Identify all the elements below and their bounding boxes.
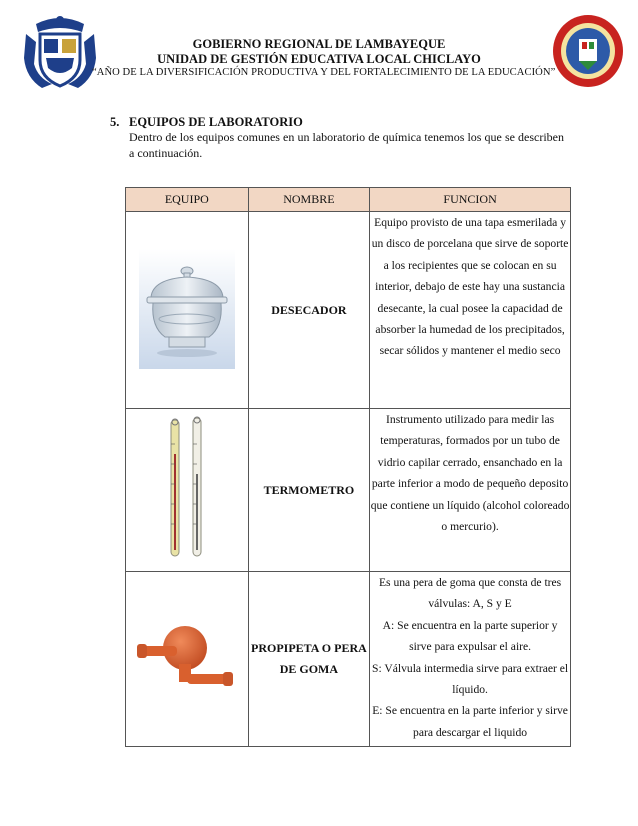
header-funcion: FUNCION (370, 188, 571, 212)
equipment-function (370, 572, 571, 747)
equipment-function: Equipo provisto de una tapa esmerilada y un disco de porcelana que sirve de soporte a los recipientes que se colocan en su interior, debajo de este hay una sustancia desecante, la cual posee la capacidad de absorber la humedad de los precipitados, secar sólidos y mantener el medio seco (370, 212, 571, 409)
function-line: A: Se encuentra en la parte superior y sirve para expulsar el aire. (382, 618, 558, 654)
section-intro: Dentro de los equipos comunes en un laboratorio de química tenemos los que se describen a continuación. (129, 130, 564, 160)
header-ugel-title: UNIDAD DE GESTIÓN EDUCATIVA LOCAL CHICLAYO (157, 52, 481, 66)
header-year-motto: “AÑO DE LA DIVERSIFICACIÓN PRODUCTIVA Y DEL FORTALECIMIENTO DE LA EDUCACIÓN” (92, 67, 556, 78)
equipment-table (125, 187, 571, 747)
section-heading (110, 115, 303, 130)
equipment-image-cell (126, 212, 249, 409)
section-title: EQUIPOS DE LABORATORIO (129, 115, 303, 129)
header-equipo: EQUIPO (126, 188, 249, 212)
equipment-image-cell (126, 572, 249, 747)
table-row (126, 409, 571, 572)
function-line: S: Válvula intermedia sirve para extraer el líquido. (372, 661, 569, 697)
function-line: E: Se encuentra en la parte inferior y sirve para descargar el liquido (372, 704, 568, 739)
pipette-bulb-icon (137, 618, 237, 698)
desiccator-icon (139, 249, 235, 369)
section-number: 5. (110, 115, 120, 129)
equipment-function: Instrumento utilizado para medir las temperaturas, formados por un tubo de vidrio capilar cerrado, ensanchado en la parte inferior a modo de pequeño deposito que contiene un líquido (alcohol coloreado o mercurio). (370, 409, 571, 572)
equipment-name: DESECADOR (248, 212, 370, 409)
header-nombre: NOMBRE (248, 188, 370, 212)
thermometer-icon (157, 414, 217, 564)
function-line: Es una pera de goma que consta de tres válvulas: A, S y E (378, 576, 562, 611)
header-government-title: GOBIERNO REGIONAL DE LAMBAYEQUE (192, 37, 446, 51)
table-header-row (126, 188, 571, 212)
equipment-image-cell (126, 409, 249, 572)
equipment-name: PROPIPETA O PERA DE GOMA (248, 572, 370, 747)
table-row (126, 212, 571, 409)
table-row (126, 572, 571, 747)
equipment-name: TERMOMETRO (248, 409, 370, 572)
